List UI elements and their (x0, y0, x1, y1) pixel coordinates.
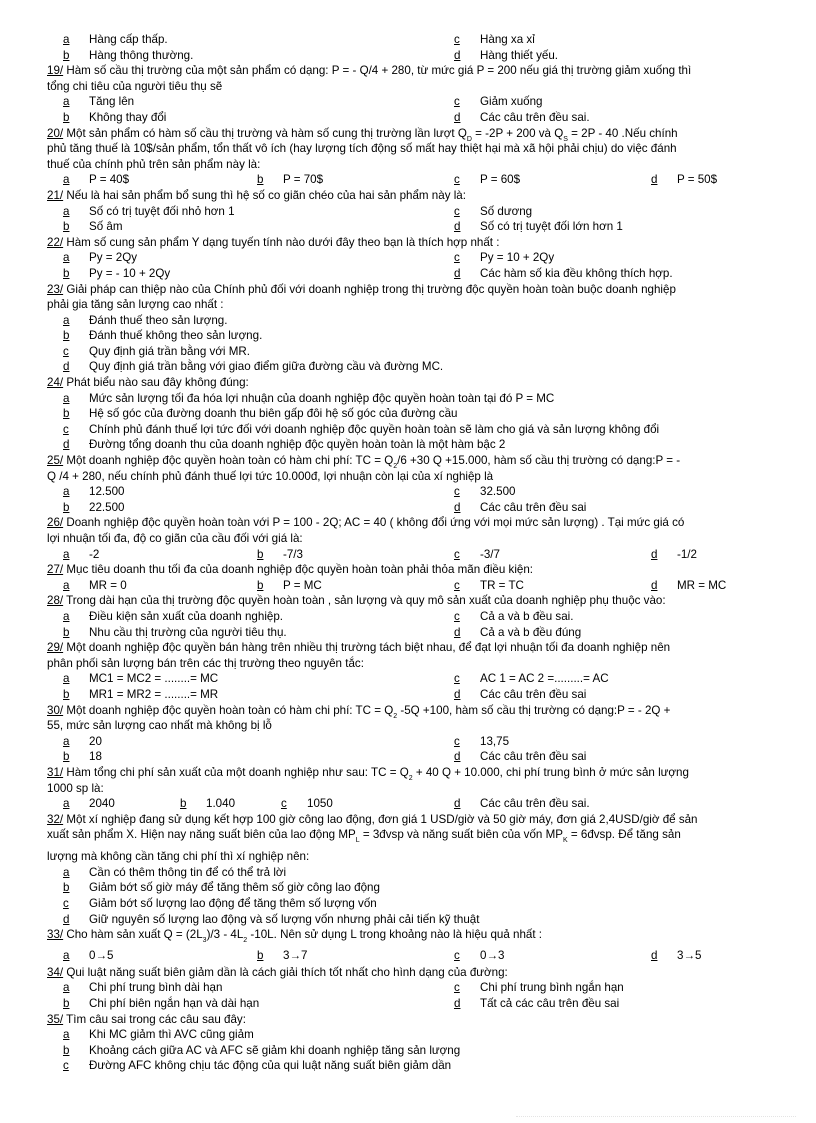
option-row (47, 796, 787, 812)
option-row (47, 250, 787, 266)
option: b MR1 = MR2 = ........= MR (63, 687, 219, 701)
option: b Hệ số góc của đường doanh thu biên gấp đôi hệ số góc của đường cầu (63, 407, 458, 421)
question-text: Q /4 + 280, nếu chính phủ đánh thuế lợi tức 10.000đ, lợi nhuận còn lại của xí nghiệp là (47, 469, 494, 483)
question-30: 30/ Một doanh nghiệp độc quyền hoàn toàn có hàm chi phí: TC = $Q_2$ -5Q +100, hàm số cầu thị trường có dạng:P = - 2Q + (47, 703, 671, 720)
option: b Nhu cầu thị trường của người tiêu thụ. (63, 625, 287, 639)
question-26: 26/ Doanh nghiệp độc quyền hoàn toàn với P = 100 - 2Q; AC = 40 ( không đổi ứng với mọi mức sản lượng) . Tại mức giá có (47, 516, 685, 530)
option-row (47, 484, 787, 500)
option: a Tăng lên (63, 95, 135, 109)
question-text: thuế của chính phủ trên sản phẩm này là: (47, 157, 261, 171)
question-24: 24/ Phát biểu nào sau đây không đúng: (47, 376, 249, 390)
option-row (47, 625, 787, 641)
question-text: phải gia tăng sản lượng cao nhất : (47, 298, 224, 312)
option: a P = 40$ (63, 173, 130, 187)
question-text: xuất sản phẩm X. Hiện nay năng suất biên của lao động $MP_L$ = 3đvsp và năng suất biên của vốn $MP_K$ = 6đvsp. Để tăng sản (47, 828, 681, 845)
option: b P = MC (257, 578, 322, 592)
option: d Các câu trên đều sai (454, 750, 587, 764)
option-row (47, 32, 787, 48)
question-32: 32/ Một xí nghiệp đang sử dụng kết hợp 100 giờ công lao động, đơn giá 1 USD/giờ và 50 giờ máy, đơn giá 2,4USD/giờ để sản (47, 812, 698, 826)
option: b -7/3 (257, 547, 303, 561)
question-29: 29/ Một doanh nghiệp độc quyền bán hàng trên nhiều thị trường tách biệt nhau, để đạt lợi nhuận tối đa doanh nghiệp nên (47, 641, 671, 655)
option: c 1050 (281, 797, 333, 811)
option: b 1.040 (180, 797, 236, 811)
question-20: 20/ Một sản phẩm có hàm số cầu thị trường và hàm số cung thị trường lần lượt $Q_D = -2P + 200$ và $Q_S = 2P - 40$ .Nếu chính (47, 126, 678, 143)
option: b Đánh thuế không theo sản lượng. (63, 329, 263, 343)
question-22: 22/ Hàm số cung sản phẩm Y dạng tuyến tính nào dưới đây theo bạn là thích hợp nhất : (47, 235, 500, 249)
option: b Hàng thông thường. (63, 48, 194, 62)
question-25: 25/ Một doanh nghiệp độc quyền hoàn toàn có hàm chi phí: TC = $Q_2/6 +30$ Q +15.000, hàm số cầu thị trường có dạng:P = - (47, 454, 681, 471)
option: c 13,75 (454, 734, 510, 748)
option: a Cần có thêm thông tin để có thể trả lời (63, 865, 287, 879)
option-row (47, 980, 787, 996)
option: d Các câu trên đều sai. (454, 110, 590, 124)
question-text: 55, mức sản lượng cao nhất mà không bị lỗ (47, 719, 272, 733)
option-list (47, 865, 787, 927)
option: c Giảm xuống (454, 95, 543, 109)
question-35: 35/ Tìm câu sai trong các câu sau đây: (47, 1012, 246, 1026)
option: d Các câu trên đều sai (454, 500, 587, 514)
arrow-icon: → (95, 948, 108, 962)
option: b Số âm (63, 220, 123, 234)
option: a Điều kiện sản xuất của doanh nghiệp. (63, 609, 284, 623)
option-row (47, 547, 787, 563)
option-row (47, 48, 787, 64)
option-row (47, 266, 787, 282)
option: b Không thay đổi (63, 110, 167, 124)
question-text: lượng mà không cần tăng chi phí thì xí nghiệp nên: (47, 850, 310, 864)
option: a 0→5 (63, 948, 114, 962)
option-row (47, 172, 787, 188)
option: d Đường tổng doanh thu của doanh nghiệp độc quyền hoàn toàn là một hàm bậc 2 (63, 438, 506, 452)
option: a 2040 (63, 797, 115, 811)
option: d Quy định giá trần bằng với giao điểm giữa đường cầu và đường MC. (63, 360, 444, 374)
option-list (47, 391, 787, 453)
question-33: 33/ Cho hàm sản xuất $Q = (2L_3)/3 - 4L_2$ -10L. Nên sử dụng L trong khoảng nào là hiệu quả nhất : (47, 928, 543, 945)
option-list (47, 1027, 787, 1074)
option: b 3→7 (257, 948, 308, 962)
option: d Tất cả các câu trên đều sai (454, 997, 620, 1011)
option: c Cả a và b đều sai. (454, 609, 574, 623)
option-row (47, 110, 787, 126)
question-21: 21/ Nếu là hai sản phẩm bổ sung thì hệ số co giãn chéo của hai sản phẩm này là: (47, 188, 466, 202)
option: d Cả a và b đều đúng (454, 625, 582, 639)
option: d Các câu trên đều sai. (454, 797, 590, 811)
option: d P = 50$ (651, 173, 718, 187)
arrow-icon: → (486, 948, 499, 962)
option: b Giảm bớt số giờ máy để tăng thêm số giờ công lao động (63, 881, 380, 895)
question-text: phủ tăng thuế là 10$/sản phẩm, tổn thất vô ích (hay lượng tích động số mất hay thiệt hại mà xã hội phải chịu) do việc đánh (47, 142, 677, 156)
option: c -3/7 (454, 547, 500, 561)
option: c Py = 10 + 2Qy (454, 251, 555, 265)
option: b Chi phí biên ngắn hạn và dài hạn (63, 997, 260, 1011)
option: a MR = 0 (63, 578, 127, 592)
question-text: phân phối sản lượng bán trên các thị trường theo nguyên tắc: (47, 656, 364, 670)
option: c Giảm bớt số lượng lao động để tăng thêm số lượng vốn (63, 897, 377, 911)
option: d -1/2 (651, 547, 697, 561)
option-row (47, 609, 787, 625)
question-27: 27/ Mục tiêu doanh thu tối đa của doanh nghiệp độc quyền hoàn toàn phải thỏa mãn điều kiện: (47, 563, 534, 577)
question-31: 31/ Hàm tổng chi phí sản xuất của một doanh nghiệp như sau: TC = $Q_2 + 40$ Q + 10.000, chi phí trung bình ở mức sản lượng (47, 765, 689, 782)
question-23: 23/ Giải pháp can thiệp nào của Chính phủ đối với doanh nghiệp trong thị trường độc quyền hoàn toàn buộc doanh nghiệp (47, 282, 676, 296)
option-row (47, 687, 787, 703)
option: c P = 60$ (454, 173, 521, 187)
option: c TR = TC (454, 578, 524, 592)
option: d Giữ nguyên số lượng lao động và số lượng vốn nhưng phải cải tiến kỹ thuật (63, 912, 480, 926)
option-row (47, 219, 787, 235)
option: c Hàng xa xỉ (454, 33, 535, 46)
option-list (47, 313, 787, 375)
option: d MR = MC (651, 578, 727, 592)
option: b P = 70$ (257, 173, 324, 187)
option: a Số có trị tuyệt đối nhỏ hơn 1 (63, 204, 235, 218)
option: d 3→5 (651, 948, 702, 962)
option-row (47, 734, 787, 750)
exam-page (47, 32, 787, 1074)
question-34: 34/ Qui luật năng suất biên giảm dần là cách giải thích tốt nhất cho hình dạng của đường: (47, 965, 508, 979)
option: a Py = 2Qy (63, 251, 138, 265)
option: a Đánh thuế theo sản lượng. (63, 313, 228, 327)
option-row (47, 94, 787, 110)
option: c Chi phí trung bình ngắn hạn (454, 981, 624, 995)
option-row (47, 671, 787, 687)
option: c Quy định giá trần bằng với MR. (63, 344, 250, 358)
option: c 0→3 (454, 948, 505, 962)
question-text: lợi nhuận tối đa, độ co giãn của cầu đối với giá là: (47, 532, 303, 545)
option: d Số có trị tuyệt đối lớn hơn 1 (454, 220, 623, 234)
option: b 22.500 (63, 500, 125, 514)
option: c Đường AFC không chịu tác động của qui luật năng suất biên giảm dần (63, 1059, 452, 1073)
option-row (47, 204, 787, 220)
question-text: tổng chi tiêu của người tiêu thụ sẽ (47, 79, 223, 93)
option: a 20 (63, 734, 102, 748)
question-19: 19/ Hàm số cầu thị trường của một sản phẩm có dạng: P = - Q/4 + 280, từ mức giá P = 200 nếu giá thị trường giảm xuống thì (47, 64, 692, 78)
option: a 12.500 (63, 485, 125, 499)
option-row (47, 578, 787, 594)
option: a -2 (63, 547, 100, 561)
arrow-icon: → (289, 948, 302, 962)
question-28: 28/ Trong dài hạn của thị trường độc quyền hoàn toàn , sản lượng và quy mô sản xuất của doanh nghiệp phụ thuộc vào: (47, 594, 666, 608)
option-row (47, 996, 787, 1012)
option: b Py = - 10 + 2Qy (63, 266, 171, 280)
option: d Hàng thiết yếu. (454, 48, 558, 62)
page-footer-line (516, 1116, 796, 1117)
option: c Chính phủ đánh thuế lợi tức đối với doanh nghiệp độc quyền hoàn toàn sẽ làm cho giá và sản lượng không đổi (63, 422, 660, 436)
option: a Mức sản lượng tối đa hóa lợi nhuận của doanh nghiệp độc quyền hoàn toàn tại đó P = MC (63, 391, 555, 405)
option: d Các câu trên đều sai (454, 687, 587, 701)
option: d Các hàm số kia đều không thích hợp. (454, 266, 673, 280)
option-row (47, 749, 787, 765)
option: b Khoảng cách giữa AC và AFC sẽ giảm khi doanh nghiệp tăng sản lượng (63, 1043, 461, 1057)
option-row (47, 943, 787, 965)
option: a Chi phí trung bình dài hạn (63, 981, 223, 995)
option: b 18 (63, 750, 102, 764)
option: a Khi MC giảm thì AVC cũng giảm (63, 1028, 254, 1042)
option: c Số dương (454, 204, 533, 218)
option: c AC 1 = AC 2 =.........= AC (454, 672, 609, 686)
option: a MC1 = MC2 = ........= MC (63, 672, 219, 686)
option: a Hàng cấp thấp. (63, 33, 168, 46)
question-text: 1000 sp là: (47, 781, 104, 795)
arrow-icon: → (683, 948, 696, 962)
option: c 32.500 (454, 485, 516, 499)
option-row (47, 500, 787, 516)
